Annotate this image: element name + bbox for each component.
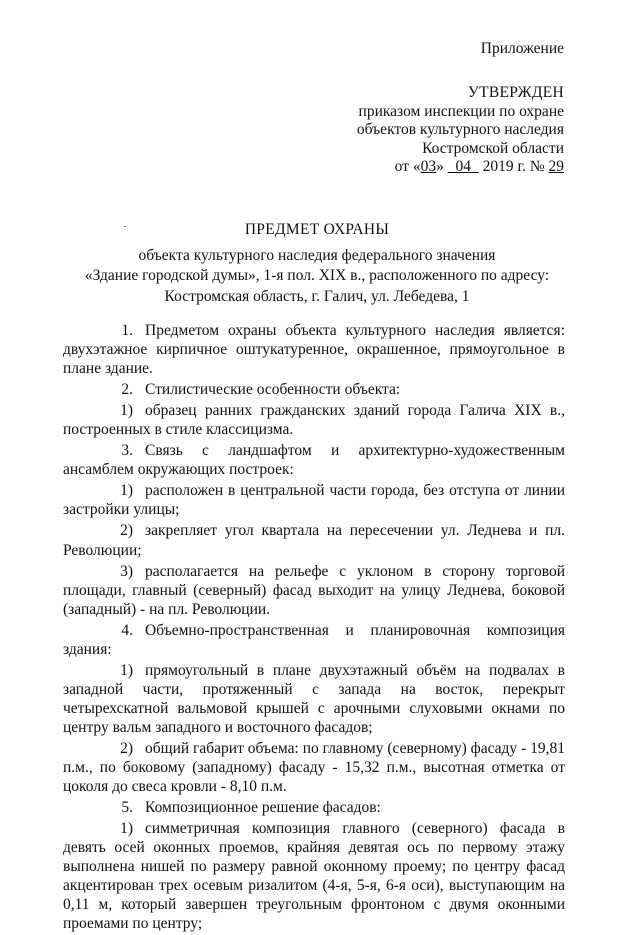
- subitem-text: симметричная композиция главного (северного) фасада в девять осей оконных проемов, крайняя девятая ось по первому этажу выполнена нишей по размеру равной оконному проему; по центру фасад акцентирован трех осевым ризалитом (4-я, 5-я, 6-я оси), выступающим на 0,11 м, который завершен треугольным фронтоном с двумя оконными проемами по центру;: [63, 820, 565, 933]
- paragraph-subitem: [63, 481, 565, 519]
- item-text: Предметом охраны объекта культурного наследия является: двухэтажное кирпичное оштукатуренное, окрашенное, прямоугольное в плане здание.: [63, 322, 565, 378]
- subitem-text: прямоугольный в плане двухэтажный объём на подвалах в западной части, протяженный с запада на восток, перекрыт четырехскатной вальмовой крышей с арочными слуховыми окнами по центру вальм западного и восточного фасадов;: [63, 661, 565, 736]
- subitem-text: располагается на рельефе с уклоном в сторону торговой площади, главный (северный) фасад выходит на улицу Леднева, боковой (западный) - на пл. Революции.: [63, 562, 565, 618]
- subitem-number: 1): [120, 402, 133, 420]
- item-number: 5.: [121, 799, 133, 817]
- paragraph-subitem: [63, 819, 565, 933]
- subitem-number: 2): [120, 522, 133, 540]
- order-date-mid: »: [436, 158, 448, 175]
- paragraph-item: [63, 621, 565, 659]
- item-number: 3.: [121, 442, 133, 460]
- title-line-1: объекта культурного наследия федерального значения: [138, 246, 496, 264]
- document-title-block: [60, 220, 574, 307]
- paragraph-item: [63, 380, 565, 399]
- item-number: 4.: [121, 621, 133, 639]
- subitem-number: 1): [120, 661, 133, 679]
- order-year-part: 2019 г. №: [478, 158, 549, 175]
- approved-label: УТВЕРЖДЕН: [467, 84, 564, 101]
- subitem-number: 1): [120, 482, 133, 500]
- order-line-2: объектов культурного наследия: [356, 121, 564, 138]
- subitem-text: расположен в центральной части города, без отступа от линии застройки улицы;: [63, 482, 565, 519]
- item-text: Связь с ландшафтом и архитектурно-художественным ансамблем окружающих построек:: [63, 442, 565, 479]
- paragraph-subitem: [63, 739, 565, 796]
- item-text: Объемно-пространственная и планировочная композиция здания:: [63, 621, 565, 658]
- order-date-prefix: от «: [394, 158, 421, 175]
- order-number: 29: [548, 158, 564, 175]
- order-date-line: [357, 158, 564, 177]
- subitem-number: 2): [120, 739, 133, 757]
- subitem-text: закрепляет угол квартала на пересечении ул. Леднева и пл. Революции;: [63, 522, 565, 559]
- appendix-label: Приложение: [480, 40, 564, 57]
- title-line-2: «Здание городской думы», 1-я пол. XIX в., расположенного по адресу:: [84, 267, 550, 284]
- order-day: 03: [420, 158, 437, 175]
- approval-block: [357, 84, 564, 177]
- item-number: 2.: [121, 381, 133, 399]
- paragraph-subitem: [63, 562, 565, 619]
- document-title: ПРЕДМЕТ ОХРАНЫ: [244, 221, 390, 238]
- paragraph-subitem: [63, 401, 565, 439]
- subitem-text: общий габарит объема: по главному (северному) фасаду - 19,81 п.м., по боковому (западному) фасаду - 15,32 п.м., высотная отметка от цоколя до свеса кровли - 8,10 п.м.: [63, 739, 565, 796]
- paragraph-subitem: [63, 661, 565, 737]
- order-line-3: Костромской области: [422, 139, 564, 157]
- document-body: [63, 321, 565, 935]
- paragraph-item: [63, 321, 565, 378]
- order-line-1: приказом инспекции по охране: [358, 102, 564, 120]
- subitem-number: 3): [120, 562, 133, 580]
- item-text: Стилистические особенности объекта:: [145, 381, 401, 399]
- subitem-number: 1): [120, 820, 133, 838]
- order-month: 04: [447, 158, 479, 175]
- item-number: 1.: [121, 322, 133, 339]
- paragraph-item: [63, 441, 565, 479]
- subitem-text: образец ранних гражданских зданий города Галича XIX в., построенных в стиле классицизма.: [63, 402, 565, 439]
- paragraph-item: [63, 798, 565, 817]
- paragraph-subitem: [63, 521, 565, 559]
- item-text: Композиционное решение фасадов:: [145, 799, 381, 817]
- title-line-3: Костромская область, г. Галич, ул. Лебедева, 1: [164, 287, 470, 305]
